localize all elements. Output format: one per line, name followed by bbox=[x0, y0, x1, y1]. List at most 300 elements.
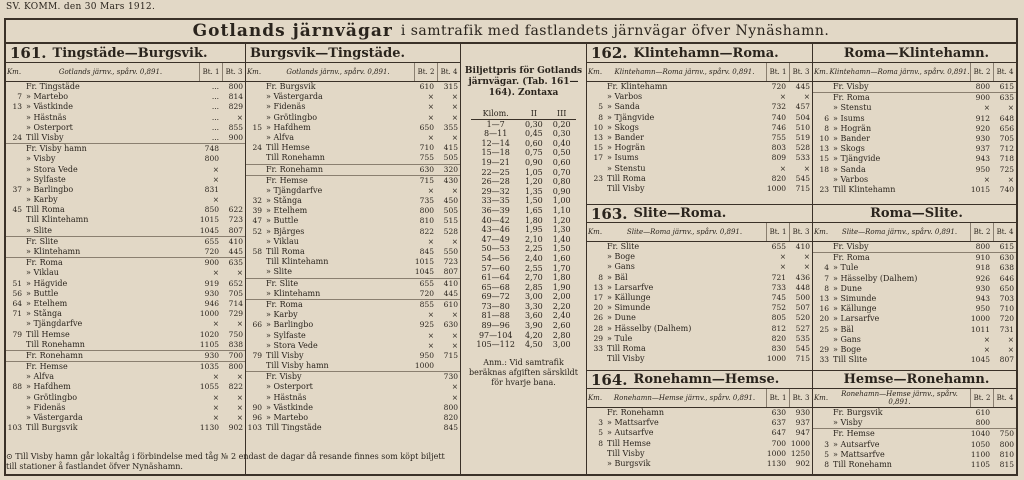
row-time: 1130 bbox=[199, 423, 219, 433]
row-station: » Dune bbox=[833, 283, 862, 293]
row-station: » Visby bbox=[26, 154, 56, 164]
row-station: Fr. Burgsvik bbox=[833, 408, 883, 417]
row-time bbox=[992, 408, 1016, 418]
row-time: × bbox=[451, 102, 458, 112]
row-time: 545 bbox=[795, 343, 810, 353]
fare-cell: 1,80 bbox=[552, 273, 571, 283]
row-time: 918 bbox=[975, 263, 990, 273]
fare-cell: 2,80 bbox=[552, 330, 571, 340]
row-time: ... bbox=[211, 132, 219, 142]
row-station: Fr. Tingstäde bbox=[26, 82, 80, 91]
row-km: 25 bbox=[819, 324, 829, 334]
table-row bbox=[813, 325, 1016, 335]
table-row bbox=[587, 252, 812, 262]
table-row bbox=[246, 299, 460, 310]
row-station: Fr. Ronehamn bbox=[607, 408, 664, 417]
row-time: 755 bbox=[419, 153, 434, 163]
row-time: ... bbox=[211, 82, 219, 91]
row-time: 1000 bbox=[766, 183, 786, 193]
row-station: » Skogs bbox=[833, 144, 865, 154]
row-station: » Alfva bbox=[26, 372, 55, 382]
row-km: 29 bbox=[593, 333, 603, 343]
row-time: 930 bbox=[975, 283, 990, 293]
table-row bbox=[246, 310, 460, 320]
fare-cell: 0,90 bbox=[524, 157, 543, 167]
table-row bbox=[587, 133, 812, 143]
row-time: 732 bbox=[771, 102, 786, 112]
fare-row bbox=[471, 225, 575, 235]
row-time: 703 bbox=[999, 293, 1014, 303]
row-time: 740 bbox=[771, 112, 786, 122]
row-time: 845 bbox=[419, 247, 434, 256]
row-time: ... bbox=[211, 92, 219, 102]
row-station: » Varbos bbox=[833, 174, 869, 184]
row-km: 32 bbox=[252, 196, 262, 206]
row-km: 13 bbox=[593, 132, 603, 142]
table-row bbox=[246, 102, 460, 112]
table-row bbox=[587, 153, 812, 163]
row-time: 950 bbox=[975, 304, 990, 314]
table-row bbox=[6, 113, 245, 123]
row-time: 615 bbox=[999, 242, 1014, 251]
row-km bbox=[246, 186, 264, 196]
fare-cell: 1,20 bbox=[552, 215, 571, 225]
row-time: 735 bbox=[419, 196, 434, 206]
timetable-frame bbox=[4, 44, 1018, 476]
row-time: 1250 bbox=[790, 448, 810, 458]
row-km: 7 bbox=[17, 92, 22, 102]
row-time: 1000 bbox=[766, 448, 786, 458]
row-time: 610 bbox=[975, 408, 990, 417]
table-row bbox=[246, 403, 460, 413]
table-row bbox=[813, 418, 1016, 428]
table-row bbox=[587, 123, 812, 133]
row-time: 812 bbox=[771, 323, 786, 333]
operator-note: Ronehamn—Hemse järnv., spårv. 0,891. bbox=[613, 394, 756, 402]
table-row bbox=[587, 418, 812, 428]
row-km bbox=[6, 413, 24, 423]
fare-cell: 2,25 bbox=[524, 244, 543, 254]
row-time: 545 bbox=[795, 173, 810, 183]
row-time: × bbox=[451, 310, 458, 320]
row-station: Till Visby bbox=[607, 448, 645, 458]
fare-cell: 0,40 bbox=[552, 138, 571, 148]
row-time: × bbox=[212, 402, 219, 412]
row-time: × bbox=[451, 92, 458, 102]
fare-cell: 29—32 bbox=[481, 186, 510, 196]
fare-cell: 1,90 bbox=[552, 282, 571, 292]
row-station: Fr. Visby bbox=[833, 82, 869, 91]
table-row bbox=[6, 279, 245, 289]
row-time: 800 bbox=[975, 242, 990, 251]
row-time: 715 bbox=[795, 183, 810, 193]
row-time: 705 bbox=[999, 133, 1014, 143]
row-time: 900 bbox=[204, 258, 219, 268]
row-time: 320 bbox=[443, 164, 458, 174]
train-col-head: Bt. 3 bbox=[789, 63, 812, 81]
row-km: 8 bbox=[824, 283, 829, 293]
fare-row bbox=[471, 273, 575, 283]
table-row bbox=[246, 227, 460, 237]
row-time: 700 bbox=[771, 438, 786, 448]
table-row bbox=[246, 393, 460, 403]
row-time: 1035 bbox=[199, 362, 219, 372]
row-km bbox=[246, 310, 264, 320]
route-title: Burgsvik—Tingstäde. bbox=[250, 45, 405, 61]
row-time: 504 bbox=[795, 112, 810, 122]
table-162-return bbox=[813, 44, 1016, 204]
row-time: 729 bbox=[228, 309, 243, 319]
row-station: Fr. Roma bbox=[266, 299, 303, 309]
row-station: » Österport bbox=[26, 122, 73, 132]
row-time: 800 bbox=[228, 82, 243, 91]
row-km bbox=[246, 372, 264, 382]
row-time: × bbox=[212, 164, 219, 174]
row-km: 10 bbox=[593, 122, 603, 132]
row-time: 1045 bbox=[199, 225, 219, 235]
route-title: Slite—Roma. bbox=[633, 206, 727, 221]
row-km bbox=[587, 184, 605, 194]
fare-cell: 19—21 bbox=[481, 157, 510, 167]
row-time: 946 bbox=[204, 298, 219, 308]
table-row bbox=[587, 428, 812, 438]
row-time: 410 bbox=[795, 242, 810, 251]
row-time: 820 bbox=[443, 413, 458, 422]
table-row bbox=[246, 143, 460, 153]
row-station: » Boge bbox=[833, 344, 861, 354]
row-time: 820 bbox=[771, 333, 786, 343]
row-time bbox=[221, 154, 245, 164]
row-time: × bbox=[983, 103, 990, 113]
row-time: 937 bbox=[975, 144, 990, 154]
row-time: × bbox=[779, 92, 786, 102]
fare-cell: 3,90 bbox=[524, 321, 543, 331]
row-station: Till Roma bbox=[607, 343, 646, 353]
fare-cell: 1,35 bbox=[524, 186, 543, 196]
row-station: Fr. Roma bbox=[833, 93, 870, 103]
row-km bbox=[246, 393, 264, 403]
column-header bbox=[587, 223, 812, 242]
row-station: » Tule bbox=[607, 333, 633, 343]
row-time: × bbox=[983, 174, 990, 184]
fare-cell: 22—25 bbox=[481, 167, 510, 177]
table-row bbox=[587, 113, 812, 123]
row-time: × bbox=[451, 330, 458, 340]
table-row bbox=[6, 289, 245, 299]
row-time: × bbox=[427, 185, 434, 195]
row-station: » Källunge bbox=[607, 292, 651, 302]
table-163-header bbox=[587, 204, 812, 223]
train-col-head: Bt. 2 bbox=[970, 223, 993, 241]
table-row bbox=[6, 143, 245, 154]
row-time: 1020 bbox=[199, 329, 219, 339]
fare-cell: 2,10 bbox=[524, 234, 543, 244]
row-station: » Varbos bbox=[607, 92, 643, 102]
table-number: 163. bbox=[591, 204, 628, 223]
row-km: 10 bbox=[819, 133, 829, 143]
fare-cell: 1—7 bbox=[486, 119, 505, 129]
table-161-header bbox=[6, 44, 245, 63]
row-station: » Tjängdarfve bbox=[26, 319, 83, 329]
row-time: 630 bbox=[771, 408, 786, 417]
row-time: 745 bbox=[771, 292, 786, 302]
row-station: » Sylfaste bbox=[26, 174, 66, 184]
table-row bbox=[813, 284, 1016, 294]
row-time: 807 bbox=[228, 225, 243, 235]
row-time: 647 bbox=[771, 428, 786, 438]
row-time: 430 bbox=[443, 175, 458, 185]
row-km: 8 bbox=[598, 272, 603, 282]
row-time: × bbox=[803, 163, 810, 173]
row-station: » Boge bbox=[607, 252, 635, 262]
fare-cell: 26—28 bbox=[481, 177, 510, 187]
table-row bbox=[813, 450, 1016, 460]
fare-cell: 3,30 bbox=[524, 301, 543, 311]
table-number: 164. bbox=[591, 370, 628, 389]
train-col-head: Bt. 1 bbox=[766, 63, 789, 81]
fare-cell: 1,40 bbox=[552, 234, 571, 244]
fare-cell: 73—80 bbox=[481, 301, 510, 311]
fare-cell: 1,70 bbox=[552, 263, 571, 273]
row-time: 829 bbox=[228, 102, 243, 112]
row-time bbox=[221, 195, 245, 205]
row-time: 505 bbox=[443, 206, 458, 216]
row-time: 919 bbox=[204, 278, 219, 288]
row-time: 805 bbox=[771, 313, 786, 323]
table-row bbox=[246, 186, 460, 196]
row-time: 810 bbox=[419, 216, 434, 226]
row-km: 58 bbox=[252, 247, 262, 256]
row-station: » Stora Vede bbox=[26, 164, 78, 174]
table-row bbox=[246, 267, 460, 277]
row-time: × bbox=[983, 334, 990, 344]
table-row bbox=[587, 303, 812, 313]
row-time: 445 bbox=[228, 247, 243, 256]
row-station: » Karby bbox=[26, 195, 58, 205]
table-row bbox=[246, 153, 460, 163]
row-time: × bbox=[427, 236, 434, 246]
row-station: » Sylfaste bbox=[266, 330, 306, 340]
row-km bbox=[246, 165, 264, 175]
row-km: 37 bbox=[12, 184, 22, 194]
row-time: × bbox=[236, 268, 243, 278]
row-time: 1000 bbox=[766, 354, 786, 364]
fare-cell: 2,00 bbox=[552, 292, 571, 302]
km-head: Km. bbox=[246, 68, 262, 76]
row-time: 720 bbox=[419, 288, 434, 298]
row-km: 88 bbox=[12, 382, 22, 392]
row-station: » Stenstu bbox=[833, 103, 872, 113]
table-row bbox=[813, 103, 1016, 113]
row-station: » Etelhem bbox=[26, 298, 68, 308]
row-time: × bbox=[1007, 174, 1014, 184]
row-station: Till Hemse bbox=[26, 329, 70, 339]
table-164 bbox=[587, 370, 813, 474]
row-km bbox=[813, 175, 831, 185]
row-station: » Alfva bbox=[266, 132, 295, 142]
train-col-head: Bt. 4 bbox=[993, 389, 1016, 407]
table-row bbox=[6, 82, 245, 92]
table-row bbox=[246, 289, 460, 299]
fare-row bbox=[471, 206, 575, 216]
row-time: 1000 bbox=[199, 309, 219, 319]
row-km bbox=[246, 92, 264, 102]
row-km bbox=[587, 92, 605, 102]
table-row bbox=[6, 102, 245, 112]
row-km: 103 bbox=[247, 423, 262, 433]
table-row bbox=[587, 262, 812, 272]
table-row bbox=[6, 393, 245, 403]
table-row bbox=[587, 92, 812, 102]
table-number: 162. bbox=[591, 44, 628, 62]
train-col-head: Bt. 4 bbox=[437, 63, 460, 81]
route-title: Klintehamn—Roma. bbox=[633, 45, 779, 61]
row-station: » Barlingbo bbox=[26, 184, 74, 194]
fare-row bbox=[471, 139, 575, 149]
row-km: 47 bbox=[252, 216, 262, 226]
row-km: 18 bbox=[819, 164, 829, 174]
row-time: 930 bbox=[204, 288, 219, 298]
operator-note: Gotlands järnv., spårv. 0,891. bbox=[58, 68, 163, 76]
row-station: » Burgsvik bbox=[607, 458, 651, 468]
table-row bbox=[6, 268, 245, 278]
row-km: 26 bbox=[593, 313, 603, 323]
row-station: » Etelhem bbox=[266, 206, 308, 216]
fare-row bbox=[471, 331, 575, 341]
train-col-head: Bt. 2 bbox=[970, 63, 993, 81]
row-station: Fr. Visby bbox=[833, 242, 869, 251]
row-time bbox=[436, 361, 460, 371]
route-title: Roma—Klintehamn. bbox=[843, 45, 990, 61]
fare-cell: 69—72 bbox=[481, 292, 510, 302]
train-col-head: Bt. 3 bbox=[222, 63, 245, 81]
row-km bbox=[246, 361, 264, 371]
row-station: Fr. Ronehamn bbox=[26, 350, 83, 360]
row-km: 3 bbox=[824, 439, 829, 449]
table-row bbox=[246, 361, 460, 371]
row-station: Fr. Hemse bbox=[26, 362, 68, 372]
row-time: 855 bbox=[228, 122, 243, 132]
fare-cell: 0,20 bbox=[552, 119, 571, 129]
fare-row bbox=[471, 148, 575, 158]
row-station: » Källunge bbox=[833, 304, 877, 314]
operator-note: Slite—Roma järnv., spårv. 0,891. bbox=[626, 228, 743, 236]
row-time: 720 bbox=[771, 82, 786, 91]
row-station: » Martebo bbox=[26, 92, 69, 102]
fare-cell: 8—11 bbox=[484, 129, 508, 139]
row-time: × bbox=[1007, 103, 1014, 113]
table-row bbox=[813, 335, 1016, 345]
fare-row bbox=[471, 187, 575, 197]
table-row bbox=[587, 344, 812, 354]
table-row bbox=[6, 165, 245, 175]
table-row bbox=[6, 361, 245, 372]
column-header bbox=[246, 63, 460, 82]
row-km: 3 bbox=[598, 418, 603, 428]
row-time: 900 bbox=[975, 93, 990, 103]
row-time: × bbox=[427, 92, 434, 102]
fare-cell: 33—35 bbox=[481, 196, 510, 206]
row-station: Till Hemse bbox=[607, 438, 651, 448]
table-row bbox=[813, 144, 1016, 154]
column-header bbox=[587, 389, 812, 408]
row-station: » Klintehamn bbox=[26, 247, 81, 256]
row-km: 28 bbox=[593, 323, 603, 333]
table-row bbox=[6, 123, 245, 133]
row-time: 720 bbox=[999, 314, 1014, 324]
row-time: 445 bbox=[443, 288, 458, 298]
row-time: 520 bbox=[795, 313, 810, 323]
fare-cell: 1,00 bbox=[552, 196, 571, 206]
row-km: 8 bbox=[824, 123, 829, 133]
row-km: 56 bbox=[12, 288, 22, 298]
table-row bbox=[587, 449, 812, 459]
table-row bbox=[246, 164, 460, 175]
row-time: 519 bbox=[795, 132, 810, 142]
row-km: 23 bbox=[593, 173, 603, 183]
table-row bbox=[6, 340, 245, 350]
row-time: 746 bbox=[771, 122, 786, 132]
row-time: 850 bbox=[204, 205, 219, 215]
table-row bbox=[587, 293, 812, 303]
table-row bbox=[246, 257, 460, 267]
table-row bbox=[813, 274, 1016, 284]
table-row bbox=[813, 304, 1016, 314]
row-time: 720 bbox=[204, 247, 219, 256]
row-km bbox=[246, 289, 264, 299]
table-row bbox=[813, 175, 1016, 185]
row-time: 721 bbox=[771, 272, 786, 282]
row-time: 650 bbox=[419, 122, 434, 132]
row-km: 33 bbox=[819, 355, 829, 365]
row-time: 750 bbox=[228, 329, 243, 339]
table-row bbox=[6, 92, 245, 102]
row-km bbox=[246, 176, 264, 186]
row-time: 822 bbox=[419, 226, 434, 236]
row-station: Fr. Ronehamn bbox=[266, 164, 323, 174]
row-station: Till Visby bbox=[26, 132, 64, 142]
table-row bbox=[6, 215, 245, 225]
fare-row bbox=[471, 292, 575, 302]
row-station: » Hägvide bbox=[26, 278, 68, 288]
row-time: × bbox=[451, 185, 458, 195]
fare-cell: 61—64 bbox=[481, 273, 510, 283]
table-row bbox=[6, 423, 245, 433]
row-time: 638 bbox=[999, 263, 1014, 273]
row-station: Till Ronehamn bbox=[266, 153, 325, 163]
table-row bbox=[587, 164, 812, 174]
row-time: 652 bbox=[228, 278, 243, 288]
fare-row bbox=[471, 196, 575, 206]
fare-row bbox=[471, 321, 575, 331]
row-time: × bbox=[212, 268, 219, 278]
row-station: » Bander bbox=[607, 132, 644, 142]
row-time: 448 bbox=[795, 282, 810, 292]
row-time: 436 bbox=[795, 272, 810, 282]
row-time: 615 bbox=[999, 82, 1014, 91]
row-time: 515 bbox=[443, 216, 458, 226]
row-station: » Bander bbox=[833, 133, 870, 143]
row-km: 15 bbox=[252, 122, 262, 132]
table-row bbox=[6, 413, 245, 423]
row-time: 715 bbox=[419, 175, 434, 185]
row-time: 900 bbox=[228, 132, 243, 142]
row-time: 705 bbox=[228, 288, 243, 298]
row-time: 410 bbox=[443, 278, 458, 288]
fare-cell: 1,30 bbox=[552, 225, 571, 235]
fare-table bbox=[461, 44, 587, 474]
row-time: 1045 bbox=[970, 355, 990, 365]
